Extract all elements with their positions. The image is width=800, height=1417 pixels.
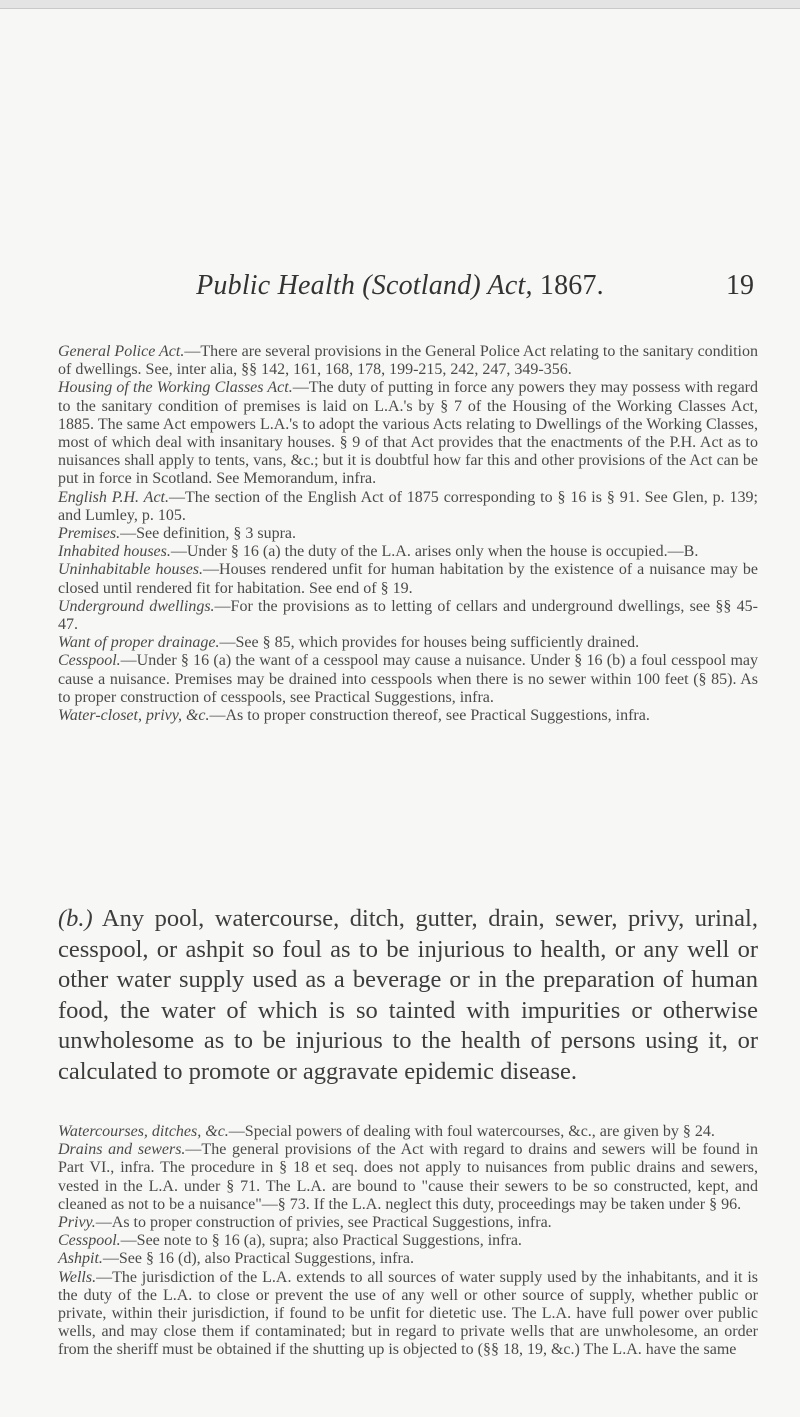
note-paragraph: [58, 1232, 758, 1250]
page-top-edge: [0, 0, 800, 9]
note-text: —See definition, § 3 supra.: [120, 525, 297, 543]
running-title: [0, 270, 800, 302]
note-paragraph: [58, 1123, 758, 1141]
note-text: —The section of the English Act of 1875 corresponding to § 16 is § 91. See Glen, p. 139; and Lumley, p. 105.: [58, 488, 759, 524]
note-paragraph: [58, 543, 758, 561]
note-lead: Wells.: [58, 1268, 97, 1286]
note-text: —See note to § 16 (a), supra; also Practical Suggestions, infra.: [120, 1232, 522, 1250]
note-lead: Want of proper drainage.: [58, 634, 220, 652]
note-paragraph: [58, 1141, 758, 1214]
note-text: —Under § 16 (a) the duty of the L.A. arises only when the house is occupied.—B.: [170, 543, 699, 561]
note-text: —Under § 16 (a) the want of a cesspool may cause a nuisance. Under § 16 (b) a foul cesspool may cause a nuisance. Premises may be drained into cesspools when there is no sewer within 100 feet (§ 85). As to proper construction of cesspools, see Practical Suggestions, infra.: [58, 652, 758, 706]
note-lead: General Police Act.: [58, 343, 185, 360]
statute-clause: [58, 904, 758, 1087]
note-text: —As to proper construction thereof, see Practical Suggestions, infra.: [209, 707, 650, 725]
clause-text: Any pool, watercourse, ditch, gutter, drain, sewer, privy, urinal, cesspool, or ashpit so foul as to be injurious to health, or any well or other water supply used as a beverage or in the preparation of human food, the water of which is so tainted with impurities or otherwise unwholesome as to be injurious to the health of persons using it, or calculated to promote or aggravate epidemic disease.: [58, 905, 758, 1085]
note-lead: Ashpit.: [58, 1250, 103, 1268]
note-lead: Housing of the Working Classes Act.: [58, 379, 293, 397]
note-lead: Water-closet, privy, &c.: [58, 707, 210, 725]
note-paragraph: [58, 489, 758, 525]
note-paragraph: [58, 1214, 758, 1232]
note-text: —Houses rendered unfit for human habitation by the existence of a nuisance may be closed until rendered fit for habitation. See end of § 19.: [58, 561, 758, 597]
note-paragraph: [58, 379, 758, 488]
note-lead: Privy.: [58, 1214, 96, 1232]
note-lead: Watercourses, ditches, &c.: [58, 1123, 229, 1140]
note-text: —There are several provisions in the General Police Act relating to the sanitary condition of dwellings. See, inter alia, §§ 142, 161, 168, 178, 199-215, 242, 247, 349-356.: [58, 343, 759, 379]
notes-bottom: [58, 1123, 758, 1360]
running-title-year: 1867.: [539, 270, 604, 301]
note-text: —Special powers of dealing with foul watercourses, &c., are given by § 24.: [228, 1123, 715, 1140]
note-paragraph: [58, 598, 758, 634]
note-lead: Premises.: [58, 525, 121, 543]
note-paragraph: [58, 525, 758, 543]
note-paragraph: [58, 561, 758, 597]
note-lead: Cesspool.: [58, 652, 121, 670]
note-lead: Underground dwellings.: [58, 597, 215, 615]
note-text: —See § 85, which provides for houses being sufficiently drained.: [219, 634, 640, 652]
note-text: —The duty of putting in force any powers they may possess with regard to the sanitary condition of premises is laid on L.A.'s by § 7 of the Housing of the Working Classes Act, 1885. The same Act empowers L.A.'s to adopt the various Acts relating to Dwellings of the Working Classes, most of which deal with insanitary houses. § 9 of that Act provides that the enactments of the P.H. Act as to nuisances shall apply to tents, vans, &c.; but it is doubtful how far this and other provisions of the Act can be put in force in Scotland. See Memorandum, infra.: [58, 379, 759, 488]
note-text: —The general provisions of the Act with regard to drains and sewers will be found in Part VI., infra. The procedure in § 18 et seq. does not apply to nuisances from public drains and sewers, vested in the L.A. under § 71. The L.A. are bound to "cause their sewers to be so constructed, kept, and cleaned as not to be a nuisance"—§ 73. If the L.A. neglect this duty, proceedings may be taken under § 96.: [58, 1141, 758, 1213]
page-number: 19: [726, 270, 754, 301]
note-paragraph: [58, 707, 758, 725]
note-lead: Drains and sewers.: [58, 1141, 186, 1159]
note-paragraph: [58, 652, 758, 707]
note-paragraph: [58, 343, 758, 379]
note-text: —The jurisdiction of the L.A. extends to all sources of water supply used by the inhabitants, and it is the duty of the L.A. to close or prevent the use of any well or other source of supply, whether public or private, within their jurisdiction, if found to be unfit for dietetic use. The L.A. have full power over public wells, and may close them if contaminated; but in regard to private wells that are unwholesome, an order from the sheriff must be obtained if the shutting up is objected to (§§ 18, 19, &c.) The L.A. have the same: [58, 1268, 758, 1359]
note-lead: Inhabited houses.: [58, 543, 171, 561]
note-text: —As to proper construction of privies, see Practical Suggestions, infra.: [95, 1214, 552, 1232]
page-header: [0, 270, 800, 310]
note-lead: Cesspool.: [58, 1232, 121, 1250]
notes-top: [58, 343, 758, 725]
note-paragraph: [58, 634, 758, 652]
note-paragraph: [58, 1269, 758, 1360]
note-lead: English P.H. Act.: [58, 488, 169, 506]
note-text: —See § 16 (d), also Practical Suggestions, infra.: [102, 1250, 414, 1268]
running-title-text: Public Health (Scotland) Act,: [196, 270, 533, 301]
note-paragraph: [58, 1250, 758, 1268]
note-text: —For the provisions as to letting of cellars and underground dwellings, see §§ 45-47.: [58, 597, 758, 634]
clause-label: (b.): [58, 905, 93, 932]
note-lead: Uninhabitable houses.: [58, 561, 204, 579]
